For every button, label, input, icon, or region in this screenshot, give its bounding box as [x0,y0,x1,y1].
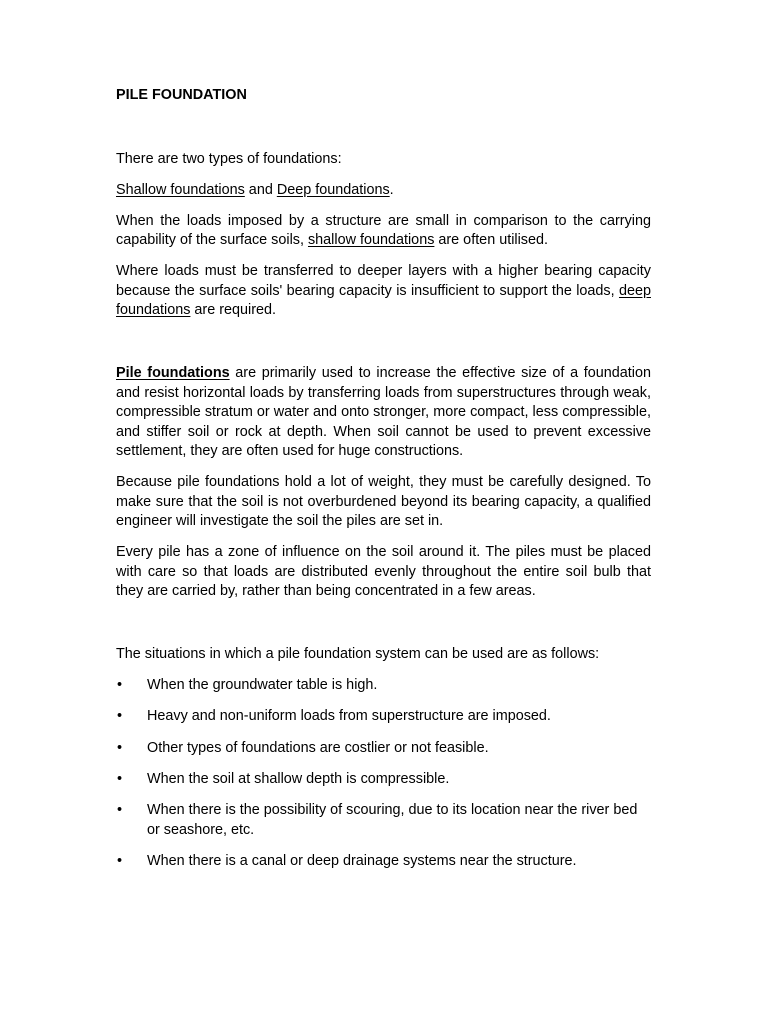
foundation-types-line: Shallow foundations and Deep foundations. [116,181,394,198]
document-body [116,86,651,883]
pile-foundations-paragraph: Pile foundations are primarily used to increase the effective size of a foundation and resist horizontal loads by transferring loads from superstructures through weak, compressible stratum or water and onto stronger, more compact, less compressible, and stiffer soil or rock at depth. When soil cannot be used to prevent excessive settlement, they are often used for huge constructions. [116,365,651,459]
shallow-foundations-ref: shallow foundations [307,232,435,248]
deep-foundations-paragraph: Where loads must be transferred to deeper layers with a higher bearing capacity because the surface soils' bearing capacity is insufficient to support the loads, deep foundations are required. [116,263,651,318]
list-item: • When the groundwater table is high. [116,676,651,696]
shallow-foundations-term: Shallow foundations [116,181,245,198]
situations-intro: The situations in which a pile foundation system can be used are as follows: [116,646,600,662]
shallow-foundations-paragraph: When the loads imposed by a structure are small in comparison to the carrying capability of the surface soils, shallow foundations are often utilised. [116,212,651,248]
list-item: • When there is a canal or deep drainage systems near the structure. [116,852,651,872]
bullet-icon: • [117,708,123,725]
list-item: • When there is the possibility of scouring, due to its location near the river bed or seashore, etc. [117,802,638,838]
deep-foundations-term: Deep foundations [276,181,390,198]
pile-foundations-term: Pile foundations [116,365,230,381]
list-item: • When the soil at shallow depth is compressible. [116,770,651,790]
page-title: PILE FOUNDATION [116,87,247,103]
bullet-icon: • [117,770,123,787]
bullet-icon: • [117,677,123,693]
bullet-icon: • [117,852,123,869]
list-item: • Other types of foundations are costlier or not feasible. [116,739,651,759]
list-item: • Heavy and non-uniform loads from superstructure are imposed. [116,707,651,727]
bullet-icon: • [117,802,123,819]
design-paragraph: Because pile foundations hold a lot of weight, they must be carefully designed. To make sure that the soil is not overburdened beyond its bearing capacity, a qualified engineer will investigate the soil the piles are set in. [116,474,651,529]
situations-list [116,676,651,871]
intro-paragraph: There are two types of foundations: [116,150,342,167]
deep-foundations-ref: deep foundations [116,282,651,318]
influence-paragraph: Every pile has a zone of influence on the soil around it. The piles must be placed with care so that loads are distributed evenly throughout the entire soil bulb that they are carried by, rather than being concentrated in a few areas. [116,544,651,599]
bullet-icon: • [117,739,123,756]
